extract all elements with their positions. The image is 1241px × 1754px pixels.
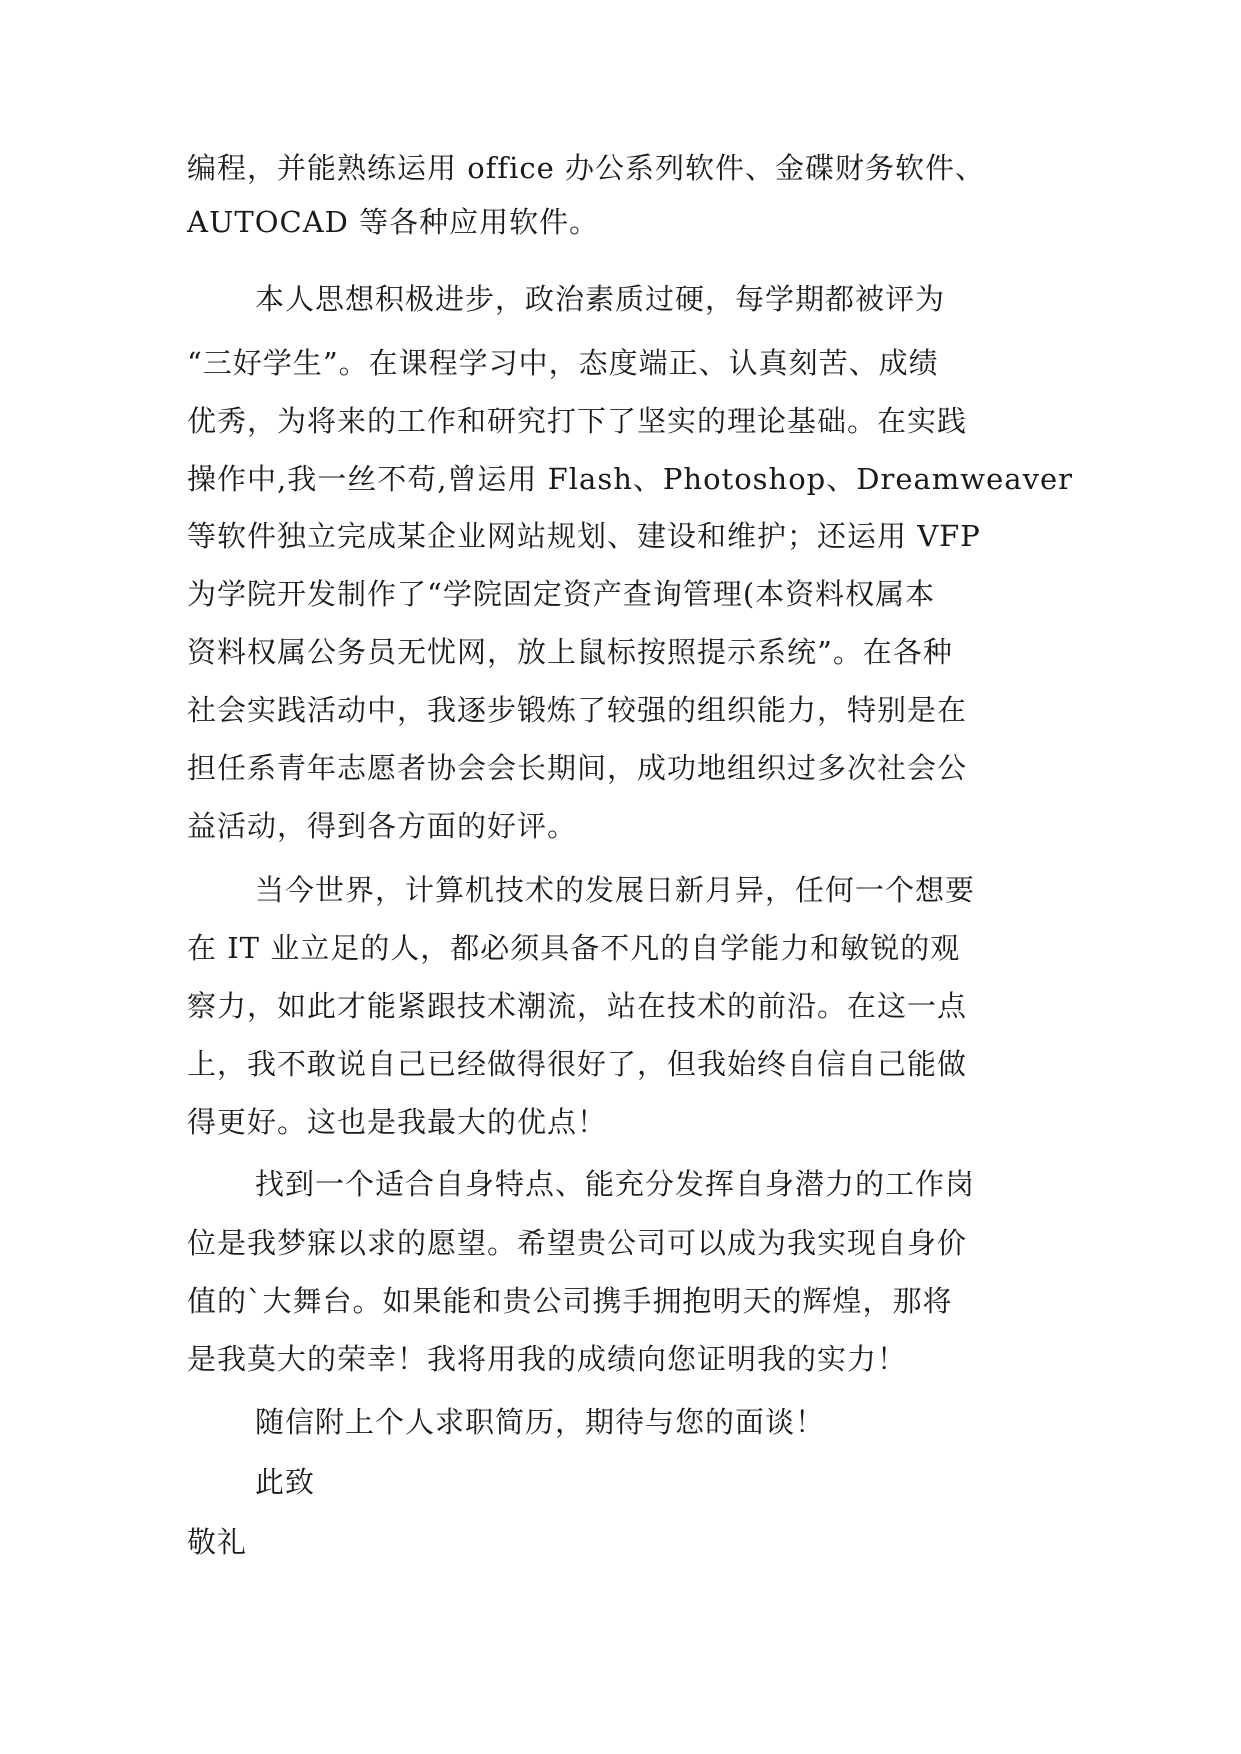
text-line: 操作中,我一丝不苟,曾运用 Flash、Photoshop、Dreamweaver xyxy=(187,462,1073,496)
text-line: 资料权属公务员无忧网，放上鼠标按照提示系统”。在各种 xyxy=(187,635,953,669)
closing-salutation: 此致 xyxy=(255,1465,316,1499)
text-line: 担任系青年志愿者协会会长期间，成功地组织过多次社会公 xyxy=(187,751,968,785)
text-line: 值的`大舞台。如果能和贵公司携手拥抱明天的辉煌，那将 xyxy=(187,1284,953,1318)
text-line: 编程，并能熟练运用 office 办公系列软件、金碟财务软件、 xyxy=(187,151,986,185)
text-line: 等软件独立完成某企业网站规划、建设和维护；还运用 VFP xyxy=(187,519,981,553)
text-line: 在 IT 业立足的人，都必须具备不凡的自学能力和敏锐的观 xyxy=(187,931,961,965)
text-line: 为学院开发制作了“学院固定资产查询管理(本资料权属本 xyxy=(187,577,936,611)
text-line: 位是我梦寐以求的愿望。希望贵公司可以成为我实现自身价 xyxy=(187,1226,968,1260)
text-line: 上，我不敢说自己已经做得很好了，但我始终自信自己能做 xyxy=(187,1047,968,1081)
text-line: 优秀，为将来的工作和研究打下了坚实的理论基础。在实践 xyxy=(187,404,968,438)
paragraph-start-line: 找到一个适合自身特点、能充分发挥自身潜力的工作岗 xyxy=(255,1167,976,1201)
text-line: 察力，如此才能紧跟技术潮流，站在技术的前沿。在这一点 xyxy=(187,989,968,1023)
text-line: 社会实践活动中，我逐步锻炼了较强的组织能力，特别是在 xyxy=(187,693,968,727)
text-line: 是我莫大的荣幸！我将用我的成绩向您证明我的实力！ xyxy=(187,1342,908,1376)
text-line: 益活动，得到各方面的好评。 xyxy=(187,809,578,843)
paragraph-start-line: 随信附上个人求职简历，期待与您的面谈！ xyxy=(255,1405,826,1439)
text-line: 得更好。这也是我最大的优点！ xyxy=(187,1105,608,1139)
paragraph-start-line: 本人思想积极进步，政治素质过硬，每学期都被评为 xyxy=(255,282,946,316)
text-line: “三好学生”。在课程学习中，态度端正、认真刻苦、成绩 xyxy=(187,346,939,380)
text-line: AUTOCAD 等各种应用软件。 xyxy=(187,205,600,239)
paragraph-start-line: 当今世界，计算机技术的发展日新月异，任何一个想要 xyxy=(255,873,976,907)
closing-regards: 敬礼 xyxy=(187,1525,248,1559)
